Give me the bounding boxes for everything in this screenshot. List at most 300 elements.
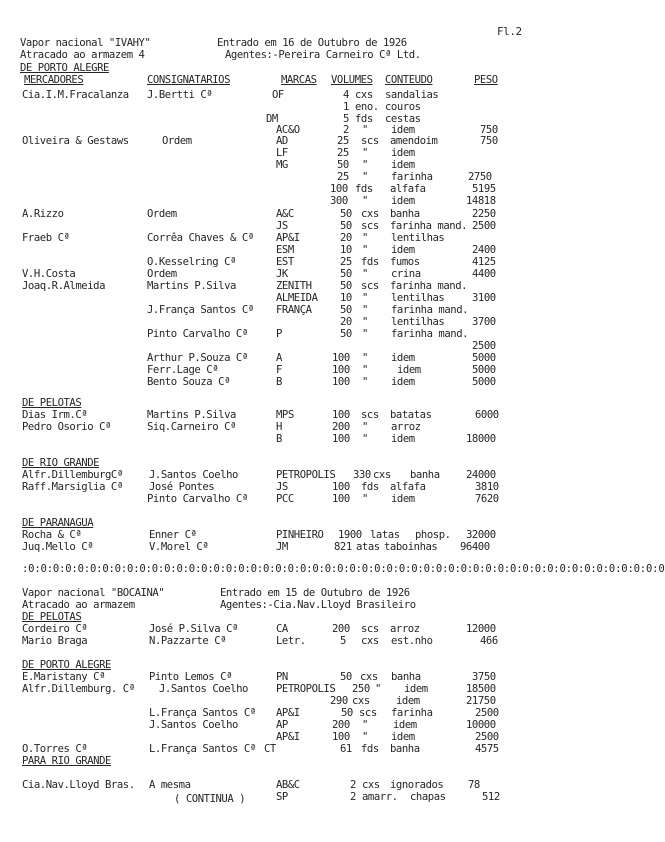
ledger-cell: 4575 <box>475 743 499 755</box>
ledger-cell: alfafa <box>390 481 426 493</box>
ledger-cell: Bento Souza Cª <box>147 376 230 388</box>
ledger-cell: farinha mand. <box>391 304 469 316</box>
ledger-cell: Ordem <box>147 208 177 220</box>
ledger-cell: Pinto Carvalho Cª <box>147 493 248 505</box>
ledger-row <box>0 316 553 328</box>
ledger-cell: J.Bertti Cª <box>147 89 213 101</box>
ledger-row <box>0 779 553 791</box>
ledger-cell: taboinhas <box>384 541 438 553</box>
ledger-cell: fds <box>355 183 373 195</box>
ledger-cell: 100 <box>332 376 350 388</box>
ledger-cell: idem <box>391 376 415 388</box>
ledger-row <box>0 304 553 316</box>
ledger-cell: idem <box>391 731 415 743</box>
ledger-row <box>0 587 553 599</box>
ledger-cell: " <box>362 364 368 376</box>
section-heading: DE PELOTAS <box>22 611 82 623</box>
header-contents: CONTEUDO <box>385 74 433 86</box>
ledger-cell: 100 <box>332 731 350 743</box>
ledger-row <box>0 517 553 529</box>
ledger-cell: cxs <box>355 89 373 101</box>
ledger-cell: J.Santos Coelho <box>149 469 238 481</box>
ledger-cell: 50 <box>340 280 352 292</box>
ledger-cell: 25 <box>340 256 352 268</box>
ledger-cell: 50 <box>340 304 352 316</box>
ledger-cell: AP&I <box>276 707 300 719</box>
ledger-cell: " <box>362 316 368 328</box>
ledger-cell: 4400 <box>472 268 496 280</box>
separator-line: :0:0:0:0:0:0:0:0:0:0:0:0:0:0:0:0:0:0:0:0:0:0:0:0:0:0:0:0:0:0:0:0:0:0:0:0:0:0:0:0:0:0:0:0:0:0:0:0:0:0:0:0 <box>22 563 665 575</box>
ledger-cell: amendoim <box>390 135 438 147</box>
header-consignees: CONSIGNATARIOS <box>147 74 230 86</box>
ledger-row <box>0 183 553 195</box>
ledger-cell: 512 <box>482 791 500 803</box>
ship1-moored: Atracado ao armazem 4 <box>20 49 145 61</box>
ledger-cell: " <box>362 719 368 731</box>
ledger-row <box>0 481 553 493</box>
ledger-row <box>0 101 553 113</box>
ledger-cell: A.Rizzo <box>22 208 64 220</box>
ledger-cell: " <box>362 124 368 136</box>
ledger-cell: " <box>362 493 368 505</box>
ledger-cell: ZENITH <box>276 280 312 292</box>
ledger-row <box>0 791 553 803</box>
ledger-cell: J.França Santos Cª <box>147 304 254 316</box>
ledger-cell: MPS <box>276 409 294 421</box>
ledger-cell: 200 <box>332 421 350 433</box>
ledger-cell: " <box>362 159 368 171</box>
ledger-cell: fumos <box>390 256 420 268</box>
ledger-cell: H <box>276 421 282 433</box>
ship2-agents: Agentes:-Cia.Nav.Lloyd Brasileiro <box>220 599 416 611</box>
ledger-cell: cestas <box>385 113 421 125</box>
ledger-cell: F <box>276 364 282 376</box>
ledger-cell: 1 <box>343 101 349 113</box>
ledger-row <box>0 563 665 575</box>
ledger-cell: FRANÇA <box>276 304 312 316</box>
ship2-entry: Entrado em 15 de Outubro de 1926 <box>220 587 410 599</box>
ledger-cell: 78 <box>468 779 480 791</box>
ledger-cell: " <box>362 232 368 244</box>
ledger-cell: " <box>362 352 368 364</box>
ledger-cell: Juq.Mello Cª <box>22 541 94 553</box>
ledger-cell: idem <box>393 719 417 731</box>
ledger-cell: 10 <box>340 292 352 304</box>
ledger-cell: scs <box>359 707 377 719</box>
ledger-cell: Letr. <box>276 635 306 647</box>
ledger-cell: 10 <box>340 244 352 256</box>
ledger-cell: J.Santos Coelho <box>159 683 248 695</box>
ledger-cell: V.Morel Cª <box>149 541 209 553</box>
ledger-cell: scs <box>361 623 379 635</box>
ledger-cell: 200 <box>332 623 350 635</box>
ledger-row <box>0 635 553 647</box>
ledger-cell: " <box>362 268 368 280</box>
ledger-cell: 25 <box>337 171 349 183</box>
ship1-title: Vapor nacional "IVAHY" <box>20 37 151 49</box>
ledger-row <box>0 755 553 767</box>
ledger-row <box>0 195 553 207</box>
ledger-cell: fds <box>361 481 379 493</box>
ledger-cell: AP <box>276 719 288 731</box>
ledger-row <box>0 256 553 268</box>
ledger-row <box>0 659 553 671</box>
ledger-row <box>0 147 553 159</box>
ledger-cell: " <box>362 731 368 743</box>
ledger-row <box>0 171 553 183</box>
ledger-row <box>0 220 553 232</box>
ledger-cell: " <box>362 328 368 340</box>
ledger-cell: scs <box>361 280 379 292</box>
ledger-cell: 100 <box>330 183 348 195</box>
ledger-cell: atas <box>356 541 380 553</box>
ledger-row <box>0 328 553 340</box>
ledger-cell: 21750 <box>466 695 496 707</box>
ledger-cell: banha <box>410 469 440 481</box>
ship1-entry: Entrado em 16 de Outubro de 1926 <box>217 37 407 49</box>
ledger-cell: banha <box>391 671 421 683</box>
ledger-cell: farinha mand. <box>390 280 468 292</box>
ledger-cell: 290 <box>330 695 348 707</box>
continues-note: ( CONTINUA ) <box>174 793 246 805</box>
ledger-cell: 3100 <box>472 292 496 304</box>
ledger-row <box>0 89 553 101</box>
ledger-cell: Martins P.Silva <box>147 280 236 292</box>
ledger-row <box>0 409 553 421</box>
ledger-cell: scs <box>361 220 379 232</box>
ledger-cell: 2500 <box>472 340 496 352</box>
ledger-cell: MG <box>276 159 288 171</box>
header-volumes: VOLUMES <box>331 74 373 86</box>
ledger-cell: 5000 <box>472 364 496 376</box>
ledger-cell: " <box>362 195 368 207</box>
ledger-cell: 5000 <box>472 352 496 364</box>
section-heading: DE RIO GRANDE <box>22 457 100 469</box>
header-weight: PESO <box>474 74 498 86</box>
ledger-cell: Pedro Osorio Cª <box>22 421 111 433</box>
ledger-cell: 2 <box>350 791 356 803</box>
ledger-cell: arroz <box>390 623 420 635</box>
ledger-row <box>0 208 553 220</box>
ledger-cell: 50 <box>340 268 352 280</box>
ledger-cell: Cia.I.M.Fracalanza <box>22 89 129 101</box>
ledger-cell: CA <box>276 623 288 635</box>
ledger-cell: cxs <box>373 469 391 481</box>
ledger-cell: PETROPOLIS <box>276 683 336 695</box>
ledger-cell: AP&I <box>276 731 300 743</box>
ledger-cell: OF <box>272 89 284 101</box>
ledger-cell: farinha <box>391 171 433 183</box>
ledger-cell: JS <box>276 220 288 232</box>
ledger-cell: EST <box>276 256 294 268</box>
header-line-1 <box>0 25 553 49</box>
ledger-cell: V.H.Costa <box>22 268 76 280</box>
ledger-cell: scs <box>361 135 379 147</box>
section-heading: PARA RIO GRANDE <box>22 755 111 767</box>
ledger-cell: " <box>362 171 368 183</box>
ledger-cell: farinha <box>391 707 433 719</box>
ledger-cell: " <box>362 376 368 388</box>
section-porto-alegre: DE PORTO ALEGRE <box>20 62 109 74</box>
ledger-cell: lentilhas <box>391 292 445 304</box>
ledger-cell: Pinto Carvalho Cª <box>147 328 248 340</box>
ledger-cell: 100 <box>332 364 350 376</box>
ledger-cell: 6000 <box>475 409 499 421</box>
ledger-row <box>0 695 553 707</box>
ledger-cell: idem <box>391 159 415 171</box>
ledger-row <box>0 599 553 611</box>
ledger-cell: 100 <box>332 352 350 364</box>
ledger-cell: L.França Santos Cª <box>149 707 256 719</box>
ledger-cell: idem <box>396 695 420 707</box>
ledger-cell: est.nho <box>391 635 433 647</box>
ledger-cell: Vapor nacional "BOCAINA" <box>22 587 165 599</box>
ledger-cell: O.Torres Cª <box>22 743 88 755</box>
ledger-cell: cxs <box>362 779 380 791</box>
ledger-cell: idem <box>397 364 421 376</box>
ledger-cell: DM <box>266 113 278 125</box>
ledger-cell: 5 <box>343 113 349 125</box>
ledger-cell: 330 <box>353 469 371 481</box>
ledger-cell: " <box>362 421 368 433</box>
ledger-cell: fds <box>355 113 373 125</box>
ledger-cell: 300 <box>330 195 348 207</box>
ledger-row <box>0 493 553 505</box>
ledger-cell: idem <box>391 124 415 136</box>
ledger-cell: " <box>362 304 368 316</box>
ledger-cell: 18000 <box>466 433 496 445</box>
ledger-cell: Raff.Marsiglia Cª <box>22 481 123 493</box>
column-headers <box>0 74 553 86</box>
ledger-cell: 50 <box>340 328 352 340</box>
ledger-cell: Pinto Lemos Cª <box>149 671 232 683</box>
ledger-cell: idem <box>391 244 415 256</box>
ledger-cell: Ferr.Lage Cª <box>147 364 219 376</box>
ledger-cell: Oliveira & Gestaws <box>22 135 129 147</box>
ledger-cell: PCC <box>276 493 294 505</box>
ledger-cell: 50 <box>340 208 352 220</box>
ledger-cell: arroz <box>391 421 421 433</box>
ledger-cell: cxs <box>360 671 378 683</box>
ledger-cell: 14818 <box>466 195 496 207</box>
ledger-cell: PN <box>276 671 288 683</box>
ledger-cell: E.Maristany Cª <box>22 671 105 683</box>
ledger-cell: 3700 <box>472 316 496 328</box>
ledger-cell: 2 <box>343 124 349 136</box>
ledger-cell: Cordeiro Cª <box>22 623 88 635</box>
ledger-row <box>0 457 553 469</box>
ledger-cell: eno. <box>355 101 379 113</box>
ledger-cell: Alfr.Dillemburg. Cª <box>22 683 135 695</box>
ledger-cell: 25 <box>337 135 349 147</box>
ledger-cell: CT <box>264 743 276 755</box>
ledger-cell: A mesma <box>149 779 191 791</box>
ledger-row <box>0 135 553 147</box>
ledger-cell: JS <box>276 481 288 493</box>
ledger-row <box>0 421 553 433</box>
ledger-cell: 2500 <box>475 707 499 719</box>
ledger-cell: 20 <box>340 232 352 244</box>
ledger-cell: idem <box>391 195 415 207</box>
ledger-cell: alfafa <box>390 183 426 195</box>
ledger-cell: 50 <box>340 220 352 232</box>
ledger-row <box>0 244 553 256</box>
ledger-cell: 2 <box>350 779 356 791</box>
ledger-cell: 100 <box>332 433 350 445</box>
section-heading: DE PARANAGUA <box>22 517 94 529</box>
ledger-cell: ignorados <box>390 779 444 791</box>
ledger-row <box>0 376 553 388</box>
ledger-cell: José P.Silva Cª <box>149 623 238 635</box>
ledger-cell: A&C <box>276 208 294 220</box>
ledger-row <box>0 611 553 623</box>
ledger-cell: Fraeb Cª <box>22 232 70 244</box>
ledger-cell: AD <box>276 135 288 147</box>
ledger-cell: José Pontes <box>149 481 215 493</box>
ledger-cell: AB&C <box>276 779 300 791</box>
ledger-cell: Alfr.DillemburgCª <box>22 469 123 481</box>
ledger-cell: Corrêa Chaves & Cª <box>147 232 254 244</box>
ledger-cell: 4125 <box>472 256 496 268</box>
ledger-cell: Joaq.R.Almeida <box>22 280 105 292</box>
ledger-row <box>0 529 553 541</box>
ledger-cell: sandalias <box>385 89 439 101</box>
ledger-cell: farinha mand. <box>391 328 469 340</box>
ledger-cell: 7620 <box>475 493 499 505</box>
ledger-row <box>0 159 553 171</box>
ledger-cell: 2500 <box>475 731 499 743</box>
ledger-cell: banha <box>390 743 420 755</box>
ledger-cell: 5 <box>340 635 346 647</box>
ledger-cell: 32000 <box>466 529 496 541</box>
ledger-cell: 25 <box>337 147 349 159</box>
ledger-cell: banha <box>390 208 420 220</box>
ledger-cell: PINHEIRO <box>276 529 324 541</box>
ledger-cell: chapas <box>410 791 446 803</box>
ledger-cell: N.Pazzarte Cª <box>149 635 227 647</box>
ledger-cell: crina <box>391 268 421 280</box>
ledger-row <box>0 707 553 719</box>
ledger-cell: couros <box>385 101 421 113</box>
ledger-row <box>0 268 553 280</box>
ledger-row <box>0 433 553 445</box>
ledger-cell: Atracado ao armazem <box>22 599 135 611</box>
ledger-row <box>0 743 553 755</box>
ledger-cell: cxs <box>352 695 370 707</box>
ledger-cell: 200 <box>332 719 350 731</box>
ledger-cell: 2750 <box>468 171 492 183</box>
ledger-cell: J.Santos Coelho <box>149 719 238 731</box>
ledger-cell: 2400 <box>472 244 496 256</box>
ledger-cell: AC&O <box>276 124 300 136</box>
ledger-cell: 61 <box>340 743 352 755</box>
ledger-row <box>0 731 553 743</box>
ledger-cell: 20 <box>340 316 352 328</box>
ledger-cell: idem <box>391 433 415 445</box>
ledger-cell: 821 <box>334 541 352 553</box>
ledger-cell: AP&I <box>276 232 300 244</box>
ledger-cell: 3810 <box>475 481 499 493</box>
ledger-cell: 4 <box>343 89 349 101</box>
ledger-cell: cxs <box>361 208 379 220</box>
ledger-row <box>0 469 553 481</box>
ledger-cell: 24000 <box>466 469 496 481</box>
ledger-cell: 100 <box>332 493 350 505</box>
ledger-cell: ALMEIDA <box>276 292 318 304</box>
ledger-cell: 750 <box>480 135 498 147</box>
ledger-cell: P <box>276 328 282 340</box>
ledger-cell: 3750 <box>472 671 496 683</box>
ledger-cell: idem <box>404 683 428 695</box>
ledger-row <box>0 340 553 352</box>
ledger-row <box>0 541 553 553</box>
ledger-cell: A <box>276 352 282 364</box>
ledger-row <box>0 397 553 409</box>
ledger-cell: cxs <box>361 635 379 647</box>
ledger-row <box>0 623 553 635</box>
ledger-cell: Dias Irm.Cª <box>22 409 88 421</box>
ledger-cell: 2250 <box>472 208 496 220</box>
ledger-cell: 12000 <box>466 623 496 635</box>
ledger-cell: " <box>362 433 368 445</box>
ledger-cell: batatas <box>390 409 432 421</box>
ledger-cell: 2500 <box>472 220 496 232</box>
ledger-cell: fds <box>361 256 379 268</box>
ledger-cell: Arthur P.Souza Cª <box>147 352 248 364</box>
ledger-cell: SP <box>276 791 288 803</box>
ledger-row <box>0 232 553 244</box>
ledger-cell: Cia.Nav.Lloyd Bras. <box>22 779 135 791</box>
section-heading: DE PORTO ALEGRE <box>22 659 111 671</box>
ledger-cell: L.França Santos Cª <box>149 743 256 755</box>
ledger-cell: Ordem <box>162 135 192 147</box>
ledger-row <box>0 352 553 364</box>
ledger-cell: O.Kesselring Cª <box>147 256 236 268</box>
ship1-agents: Agentes:-Pereira Carneiro Cª Ltd. <box>225 49 421 61</box>
header-line-3 <box>0 62 553 74</box>
ledger-cell: 96400 <box>460 541 490 553</box>
ledger-cell: idem <box>391 147 415 159</box>
ledger-row <box>0 364 553 376</box>
ledger-cell: lentilhas <box>391 232 445 244</box>
ledger-cell: Enner Cª <box>149 529 197 541</box>
ledger-cell: 10000 <box>466 719 496 731</box>
ledger-row <box>0 292 553 304</box>
ledger-cell: Ordem <box>147 268 177 280</box>
ledger-cell: JM <box>276 541 288 553</box>
sheet-number: Fl.2 <box>497 25 522 38</box>
ledger-cell: JK <box>276 268 288 280</box>
ledger-cell: " <box>362 244 368 256</box>
ledger-cell: Martins P.Silva <box>147 409 236 421</box>
ledger-cell: lentilhas <box>391 316 445 328</box>
ledger-cell: 50 <box>340 671 352 683</box>
ledger-cell: B <box>276 433 282 445</box>
ledger-cell: LF <box>276 147 288 159</box>
ledger-row <box>0 671 553 683</box>
ledger-cell: 100 <box>332 409 350 421</box>
ledger-cell: phosp. <box>415 529 451 541</box>
ledger-row <box>0 683 553 695</box>
ledger-cell: B <box>276 376 282 388</box>
ledger-row <box>0 719 553 731</box>
ledger-cell: 5000 <box>472 376 496 388</box>
ledger-cell: 466 <box>480 635 498 647</box>
ledger-cell: idem <box>391 352 415 364</box>
header-marks: MARCAS <box>281 74 317 86</box>
ledger-cell: Siq.Carneiro Cª <box>147 421 236 433</box>
ledger-cell: 18500 <box>466 683 496 695</box>
